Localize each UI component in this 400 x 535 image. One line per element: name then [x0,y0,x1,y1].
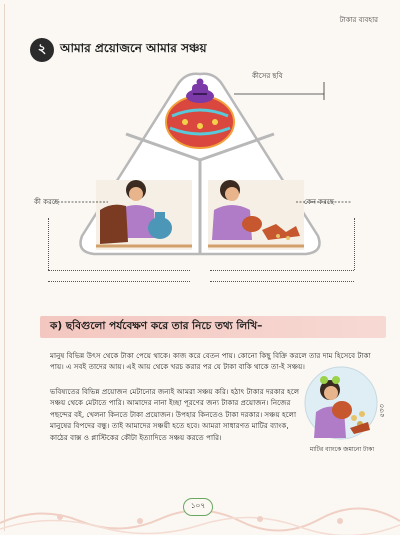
right-picture-label: কেন করছে [304,198,334,206]
answer-line-right [210,270,354,271]
right-bracket-line [354,218,355,270]
chapter-header: টাকার ব্যবহার [339,16,378,24]
photo-caption: মাটির ব্যাংকে জমানো টাকা [309,446,375,453]
page-number: ১০৭ [183,498,213,516]
section-number-badge: ২ [30,38,54,62]
paragraph-income: মানুষ বিভিন্ন উৎস থেকে টাকা পেয়ে থাকে। কাজ করে বেতন পায়। কোনো কিছু বিক্রি করলে তার দাম হিসেবে টাকা পায়। এ সবই তাদের আয়। এই আয় থেকে খরচ করার পর যে টাকা বাকি থাকে তা-ই সঞ্চয়। [50,351,371,372]
paragraph-saving: ভবিষ্যতের বিভিন্ন প্রয়োজন মেটানোর জন্যই আমরা সঞ্চয় করি। হঠাৎ টাকার দরকার হলে সঞ্চয় থেকে মেটাতে পারি। আমাদের নানা ইচ্ছা পূরণের জন্য টাকার প্রয়োজন। নিজের পছন্দের বই, খেলনা কিনতে টাকা প্রয়োজন। উপহার কিনতেও টাকা দরকার। সঞ্চয় হলো মানুষের বিপদের বন্ধু। তাই আমাদের সঞ্চয়ী হতে হবে। আমরা সাধারণত মাটির ব্যাংক, কাঠের বাক্স ও প্লাস্টিকের কৌটা ইত্যাদিতে সঞ্চয় করতে পারি। [50,387,300,442]
left-picture-label: কী করছে [34,198,59,206]
girl-breaking-bank-right [208,180,304,250]
left-bracket-line [48,218,49,270]
side-page-number: ৫৩৩ [378,404,386,418]
answer-line-left [48,270,190,271]
section-title: আমার প্রয়োজনে আমার সঞ্চয় [60,41,207,55]
top-pointer-line [234,82,324,100]
triangle-illustration [0,60,400,290]
answer-line-left [48,281,190,282]
girl-with-clay-bank-photo [304,366,378,440]
girl-with-bank-left [96,180,192,250]
top-picture-label: কীসের ছবি [252,72,283,80]
question-heading: ক) ছবিগুলো পর্যবেক্ষণ করে তার নিচে তথ্য লিখি– [40,316,386,338]
answer-line-right [210,281,354,282]
section-heading [30,38,207,62]
